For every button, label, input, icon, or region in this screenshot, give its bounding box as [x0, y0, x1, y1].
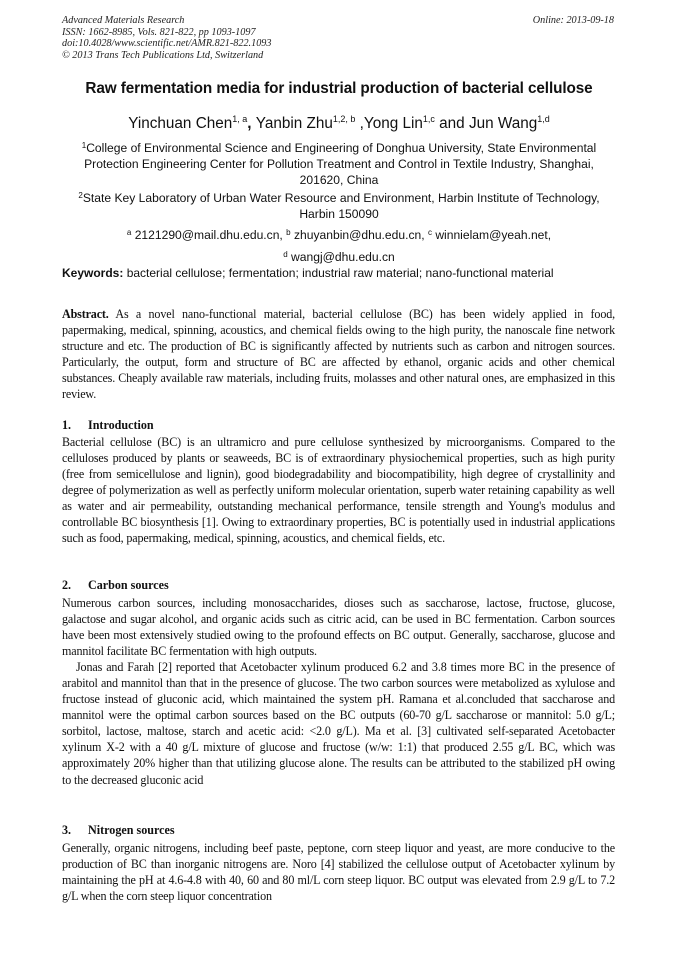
paragraph: Jonas and Farah [2] reported that Acetobacter xylinum produced 6.2 and 3.8 times more BC in the presence of arabitol and mannitol than that in the presence of glucose. The two carbon sources were metabolized as xylulose and fructose instead of gluconic acid, which maintained the system pH. Ramana et al.concluded that saccharose and mannitol were the optimal carbon sources based on the BC outputs (60-70 g/L saccharose or mannitol: 5.0 g/L; sorbitol, lactose, maltose, starch and acetic acid: <2.0 g/L). Ma et al. [3] cultivated self-separated Acetobacter xylinum X-2 with a 40 g/L mixture of glucose and fructose (w/w: 1:1) that produced 2.55 g/L BC, which was approximately 20% higher than that utilizing glucose alone. The results can be attributed to the stabilized pH owing to the decreased gluconic acid — [62, 660, 615, 787]
journal-header — [62, 15, 614, 61]
affiliation-1 — [62, 138, 616, 188]
affiliation-text: College of Environmental Science and Engineering of Donghua University, State Environmental Protection Engineering Center for Pollution Treatment and Control in Textile Industry, Shanghai, 201620, China — [84, 141, 597, 187]
journal-name: Advanced Materials Research — [62, 15, 185, 26]
section-body-nitrogen-sources — [62, 840, 615, 904]
email-sup: d — [283, 250, 288, 259]
author-name: Yong Lin — [363, 115, 423, 132]
section-title: Introduction — [88, 418, 154, 432]
abstract — [62, 306, 615, 402]
affiliation-sup: 2 — [78, 191, 83, 200]
email-list — [62, 223, 616, 267]
keywords — [62, 266, 616, 280]
author-name: Jun Wang — [468, 115, 538, 132]
section-number: 1. — [62, 418, 72, 432]
email-link[interactable]: zhuyanbin@dhu.edu.cn, — [290, 228, 428, 242]
author-separator: and — [434, 115, 469, 132]
affiliation-text: State Key Laboratory of Urban Water Resource and Environment, Harbin Institute of Technology, Harbin 150090 — [82, 191, 600, 221]
paragraph: Numerous carbon sources, including monosaccharides, dioses such as saccharose, lactose, fructose, glucose, galactose and sugar alcohol, and organic acids such as citric acid, can be used in BC fermentation. Carbon sources have been most extensively studied owing to the profound effects on BC output. Generally, saccharose, glucose and mannitol facilitate BC fermentation with high outputs. — [62, 596, 615, 659]
abstract-label: Abstract. — [62, 307, 109, 321]
issn-line: ISSN: 1662-8985, Vols. 821-822, pp 1093-1097 — [62, 26, 256, 38]
abstract-text: As a novel nano-functional material, bacterial cellulose (BC) has been widely applied in food, papermaking, medical, spinning, acoustics, and chemical fields owing to the high purity, the nanoscale fine network structure and etc. The production of BC is significantly affected by nutrients such as carbon and nitrogen sources. Particularly, the output, form and structure of BC are affected by ethanol, organic acids and other chemical substances. Cheaply available raw materials, including fruits, molasses and other natural ones, are emphasized in this review. — [62, 307, 615, 402]
section-heading-introduction — [62, 418, 154, 433]
author-name: Yinchuan Chen — [128, 115, 233, 132]
author-separator: , — [355, 115, 364, 132]
keywords-text: bacterial cellulose; fermentation; industrial raw material; nano-functional material — [123, 266, 554, 280]
email-sup: a — [126, 228, 132, 237]
section-heading-nitrogen-sources — [62, 823, 175, 838]
affiliation-2 — [62, 188, 616, 223]
copyright-line: © 2013 Trans Tech Publications Ltd, Switzerland — [62, 49, 264, 61]
email-link[interactable]: wangj@dhu.edu.cn — [287, 250, 395, 264]
author-sup: 1,2, b — [332, 114, 356, 124]
author-sup: 1,c — [422, 114, 435, 124]
section-number: 3. — [62, 823, 72, 837]
author-sup: 1, a — [232, 114, 248, 124]
paragraph: Bacterial cellulose (BC) is an ultramicro and pure cellulose synthesized by microorganisms. Compared to the celluloses produced by plants or seaweeds, BC is of extraordinary physiochemical properties, such as high purity (free from semicellulose and lignin), good biodegradability and biocompatibility, high degree of crystallinity and degree of polymerization as well as perfectly uniform molecular orientation, superb water retaining capability as well as water and air permeability, outstanding mechanical performance, tensile strength and Young's modulus and controllable BC biosynthesis [1]. Owing to extraordinary properties, BC is potentially used in industrial applications such as food, papermaking, medical, spinning, acoustics, and chemical fields, etc. — [62, 435, 615, 546]
keywords-label: Keywords: — [62, 266, 124, 280]
email-sup: b — [286, 228, 291, 237]
author-separator: , — [247, 115, 256, 132]
author-sup: 1,d — [537, 114, 550, 124]
section-body-carbon-sources — [62, 595, 615, 788]
email-link[interactable]: 2121290@mail.dhu.edu.cn, — [131, 228, 287, 242]
paragraph: Generally, organic nitrogens, including beef paste, peptone, corn steep liquor and yeast, are more conducive to the production of BC than inorganic nitrogens are. Noro [4] stabilized the cellulose output of Acetobacter xylinum by maintaining the pH at 4.6-4.8 with 40, 60 and 80 ml/L corn steep liquor. BC output was elevated from 2.9 g/L to 7.2 g/L when the corn steep liquor concentration — [62, 841, 615, 904]
affiliation-sup: 1 — [81, 141, 87, 150]
author-name: Yanbin Zhu — [255, 115, 333, 132]
doi-line: doi:10.4028/www.scientific.net/AMR.821-822.1093 — [62, 38, 272, 49]
email-link[interactable]: winnielam@yeah.net, — [431, 228, 552, 242]
author-list — [40, 114, 638, 133]
section-title: Carbon sources — [88, 578, 169, 592]
section-heading-carbon-sources — [62, 578, 169, 593]
section-body-introduction — [62, 434, 615, 546]
online-date: Online: 2013-09-18 — [532, 15, 614, 26]
paper-title: Raw fermentation media for industrial production of bacterial cellulose — [85, 80, 593, 97]
section-number: 2. — [62, 578, 72, 592]
section-title: Nitrogen sources — [88, 823, 175, 837]
email-sup: c — [427, 228, 432, 237]
